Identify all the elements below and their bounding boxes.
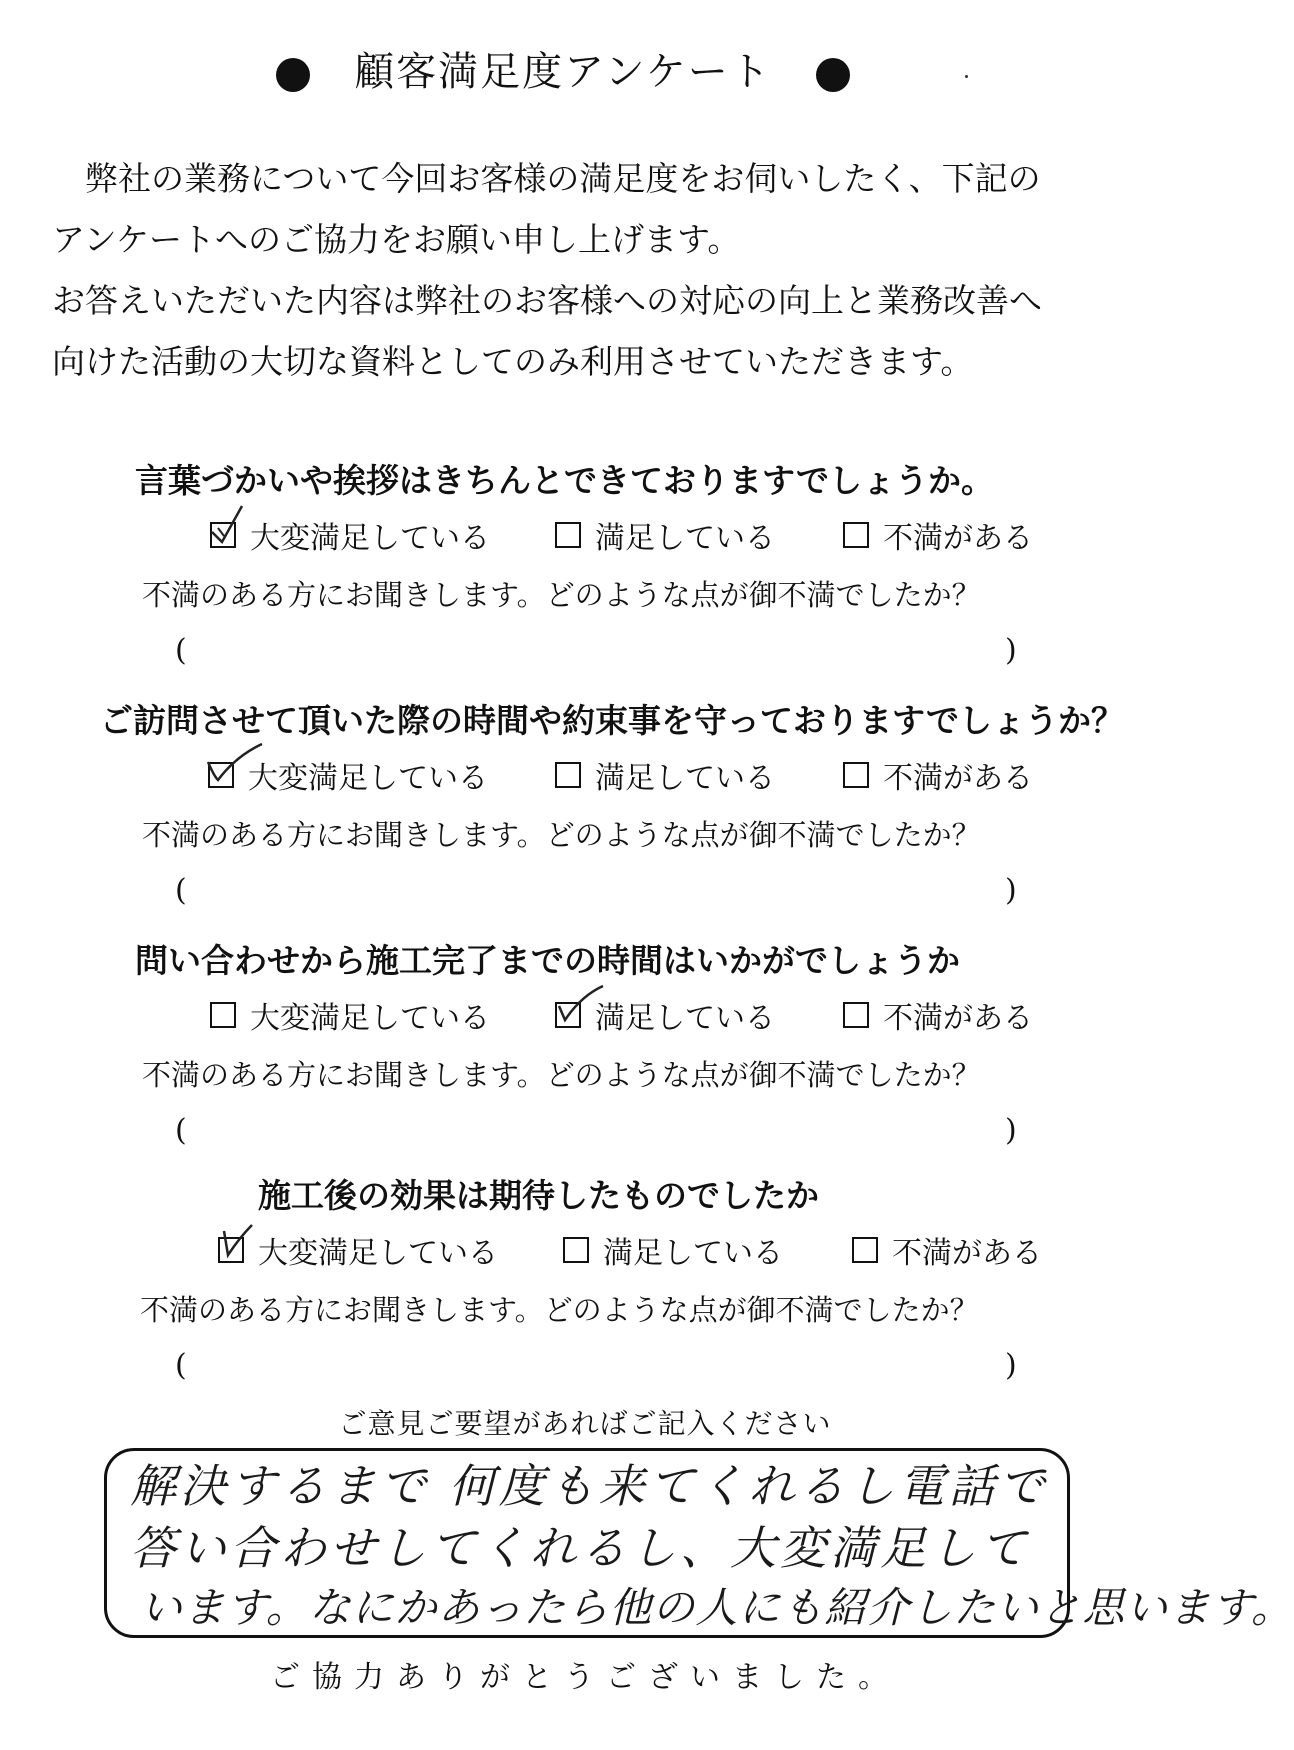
- question-title: ご訪問させて頂いた際の時間や約束事を守っておりますでしょうか？: [100, 701, 1124, 740]
- option-very-satisfied[interactable]: [210, 513, 490, 557]
- checkbox[interactable]: [843, 762, 869, 788]
- question-title: 言葉づかいや挨拶はきちんとできておりますでしょうか。: [135, 461, 994, 500]
- question-title: 施工後の効果は期待したものでしたか: [258, 1176, 819, 1215]
- option-label: 満足している: [595, 761, 775, 796]
- intro-text: [52, 148, 1132, 392]
- thanks-text: ご協力ありがとうございました。: [270, 1660, 900, 1695]
- followup-question: 不満のある方にお聞きします。どのような点が御不満でしたか？: [142, 1058, 981, 1092]
- option-label: 大変満足している: [250, 1001, 490, 1036]
- paren-close: ): [1005, 873, 1017, 908]
- option-very-satisfied[interactable]: [210, 993, 490, 1037]
- handwritten-comment-line: 答い合わせしてくれるし、大変満足して: [130, 1521, 1030, 1575]
- option-label: 大変満足している: [258, 1236, 498, 1271]
- option-dissatisfied[interactable]: [843, 513, 1033, 557]
- checkbox-checked[interactable]: [210, 522, 236, 548]
- option-row: [0, 993, 1170, 1036]
- option-label: 大変満足している: [250, 521, 490, 556]
- followup-question: 不満のある方にお聞きします。どのような点が御不満でしたか？: [142, 578, 981, 612]
- handwritten-comment-line: います。なにかあったら他の人にも紹介したいと思います。: [140, 1583, 1294, 1632]
- paren-close: ): [1005, 1113, 1017, 1148]
- question-title: 問い合わせから施工完了までの時間はいかがでしょうか: [135, 941, 960, 980]
- checkbox[interactable]: [843, 522, 869, 548]
- option-satisfied[interactable]: [563, 1228, 783, 1272]
- option-label: 不満がある: [883, 1001, 1033, 1036]
- option-very-satisfied[interactable]: [208, 753, 488, 797]
- option-label: 不満がある: [883, 521, 1033, 556]
- checkbox[interactable]: [555, 522, 581, 548]
- checkbox[interactable]: [555, 762, 581, 788]
- option-dissatisfied[interactable]: [843, 753, 1033, 797]
- option-row: [0, 753, 1170, 796]
- checkbox-checked[interactable]: [218, 1237, 244, 1263]
- option-satisfied[interactable]: [555, 753, 775, 797]
- option-label: 不満がある: [892, 1236, 1042, 1271]
- check-mark-icon: [206, 742, 262, 786]
- followup-question: 不満のある方にお聞きします。どのような点が御不満でしたか？: [140, 1293, 979, 1327]
- checkbox[interactable]: [563, 1237, 589, 1263]
- survey-title-text: 顧客満足度アンケート: [354, 49, 772, 95]
- checkbox[interactable]: [852, 1237, 878, 1263]
- comment-label: ご意見ご要望があればご記入ください: [338, 1407, 832, 1440]
- option-satisfied[interactable]: [555, 513, 775, 557]
- checkbox-checked[interactable]: [555, 1002, 581, 1028]
- option-dissatisfied[interactable]: [852, 1228, 1042, 1272]
- check-mark-icon: [216, 1217, 272, 1261]
- intro-line: お答えいただいた内容は弊社のお客様への対応の向上と業務改善へ: [52, 281, 1042, 320]
- followup-question: 不満のある方にお聞きします。どのような点が御不満でしたか？: [142, 818, 981, 852]
- option-label: 満足している: [603, 1236, 783, 1271]
- paren-open: (: [175, 873, 187, 908]
- option-label: 不満がある: [883, 761, 1033, 796]
- intro-line: 向けた活動の大切な資料としてのみ利用させていただきます。: [52, 342, 974, 381]
- paren-close: ): [1005, 1348, 1017, 1383]
- checkbox-checked[interactable]: [208, 762, 234, 788]
- survey-title: [0, 40, 1170, 97]
- paren-open: (: [175, 1113, 187, 1148]
- option-row: [0, 1228, 1170, 1271]
- stray-mark: [965, 75, 968, 78]
- checkbox[interactable]: [210, 1002, 236, 1028]
- checkbox[interactable]: [843, 1002, 869, 1028]
- paren-open: (: [175, 1348, 187, 1383]
- option-very-satisfied[interactable]: [218, 1228, 498, 1272]
- intro-line: アンケートへのご協力をお願い申し上げます。: [52, 220, 741, 259]
- bullet-dot-icon: [816, 58, 850, 92]
- check-mark-icon: [553, 982, 609, 1026]
- paren-close: ): [1005, 633, 1017, 668]
- handwritten-comment-line: 解決するまで 何度も来てくれるし電話で: [130, 1459, 1049, 1513]
- option-dissatisfied[interactable]: [843, 993, 1033, 1037]
- bullet-dot-icon: [276, 58, 310, 92]
- option-satisfied[interactable]: [555, 993, 775, 1037]
- option-label: 大変満足している: [248, 761, 488, 796]
- option-label: 満足している: [595, 1001, 775, 1036]
- check-mark-icon: [208, 502, 264, 546]
- option-label: 満足している: [595, 521, 775, 556]
- paren-open: (: [175, 633, 187, 668]
- option-row: [0, 513, 1170, 556]
- intro-line: 弊社の業務について今回お客様の満足度をお伺いしたく、下記の: [85, 159, 1041, 198]
